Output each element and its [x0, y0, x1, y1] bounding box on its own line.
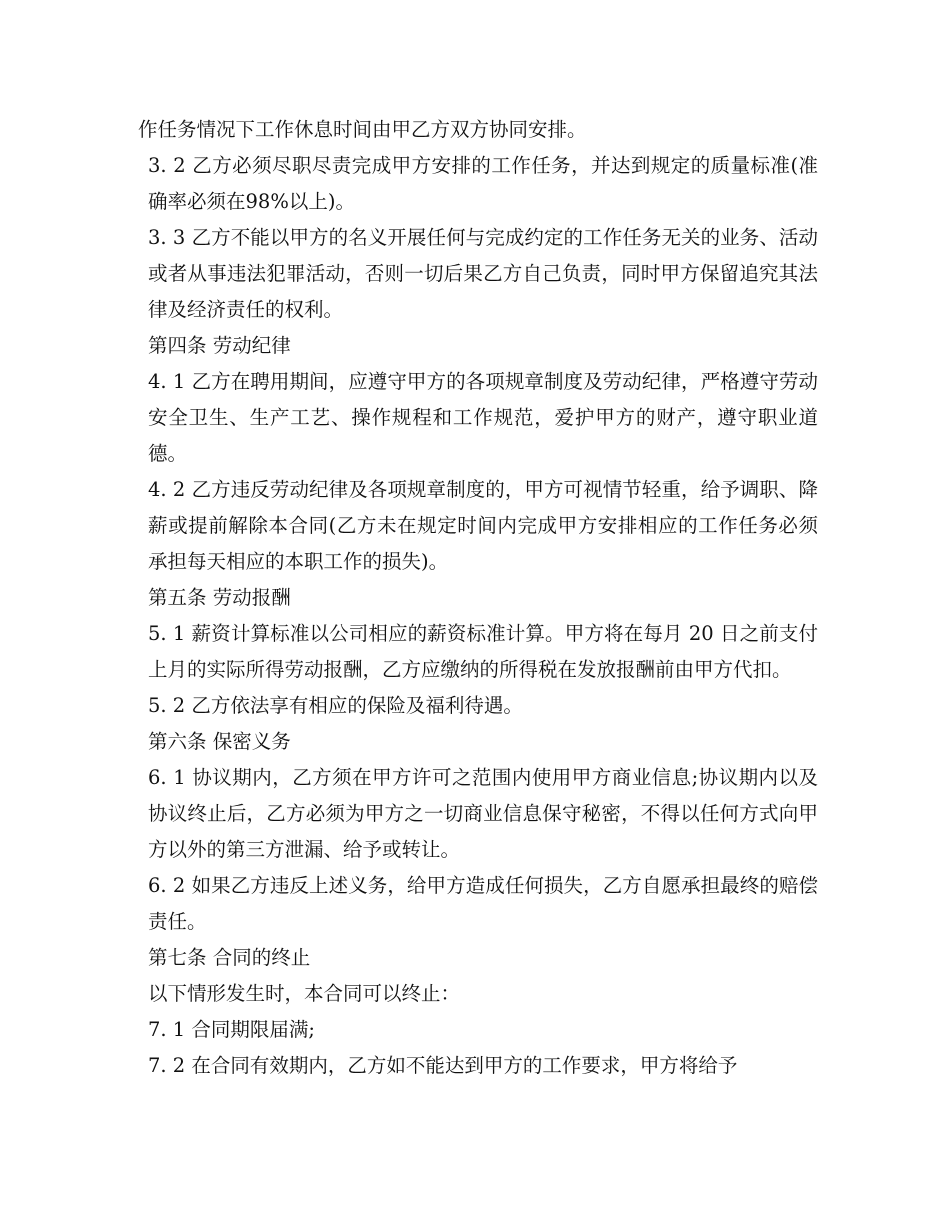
- article-5-heading: 第五条 劳动报酬: [148, 586, 291, 609]
- clause-5-1: 5. 1 薪资计算标准以公司相应的薪资标准计算。甲方将在每月 20 日之前支付上月的实际所得劳动报酬，乙方应缴纳的所得税在发放报酬前由甲方代扣。: [148, 622, 818, 681]
- article-4-heading: 第四条 劳动纪律: [148, 334, 291, 357]
- clause-7-2: 7. 2 在合同有效期内，乙方如不能达到甲方的工作要求，甲方将给予: [148, 1054, 738, 1077]
- clause-6-2: 6. 2 如果乙方违反上述义务，给甲方造成任何损失，乙方自愿承担最终的赔偿责任。: [148, 874, 818, 933]
- paragraph-1: 作任务情况下工作休息时间由甲乙方双方协同安排。: [138, 118, 587, 141]
- article-6-heading: 第六条 保密义务: [148, 730, 291, 753]
- clause-3-3: 3. 3 乙方不能以甲方的名义开展任何与完成约定的工作任务无关的业务、活动或者从事违法犯罪活动，否则一切后果乙方自己负责，同时甲方保留追究其法律及经济责任的权利。: [148, 226, 818, 321]
- clause-5-2: 5. 2 乙方依法享有相应的保险及福利待遇。: [148, 694, 523, 717]
- clause-6-1: 6. 1 协议期内，乙方须在甲方许可之范围内使用甲方商业信息;协议期内以及协议终止后，乙方必须为甲方之一切商业信息保守秘密，不得以任何方式向甲方以外的第三方泄漏、给予或转让。: [148, 766, 818, 861]
- article-7-heading: 第七条 合同的终止: [148, 946, 311, 969]
- clause-3-2: 3. 2 乙方必须尽职尽责完成甲方安排的工作任务，并达到规定的质量标准(准确率必须在98%以上)。: [148, 154, 818, 213]
- clause-4-1: 4. 1 乙方在聘用期间，应遵守甲方的各项规章制度及劳动纪律，严格遵守劳动安全卫生、生产工艺、操作规程和工作规范，爱护甲方的财产，遵守职业道德。: [148, 370, 818, 465]
- clause-7-1: 7. 1 合同期限届满;: [148, 1018, 315, 1041]
- document-body: [138, 112, 818, 1084]
- termination-intro: 以下情形发生时，本合同可以终止：: [148, 982, 461, 1005]
- clause-4-2: 4. 2 乙方违反劳动纪律及各项规章制度的，甲方可视情节轻重，给予调职、降薪或提前解除本合同(乙方未在规定时间内完成甲方安排相应的工作任务必须承担每天相应的本职工作的损失)。: [148, 478, 818, 573]
